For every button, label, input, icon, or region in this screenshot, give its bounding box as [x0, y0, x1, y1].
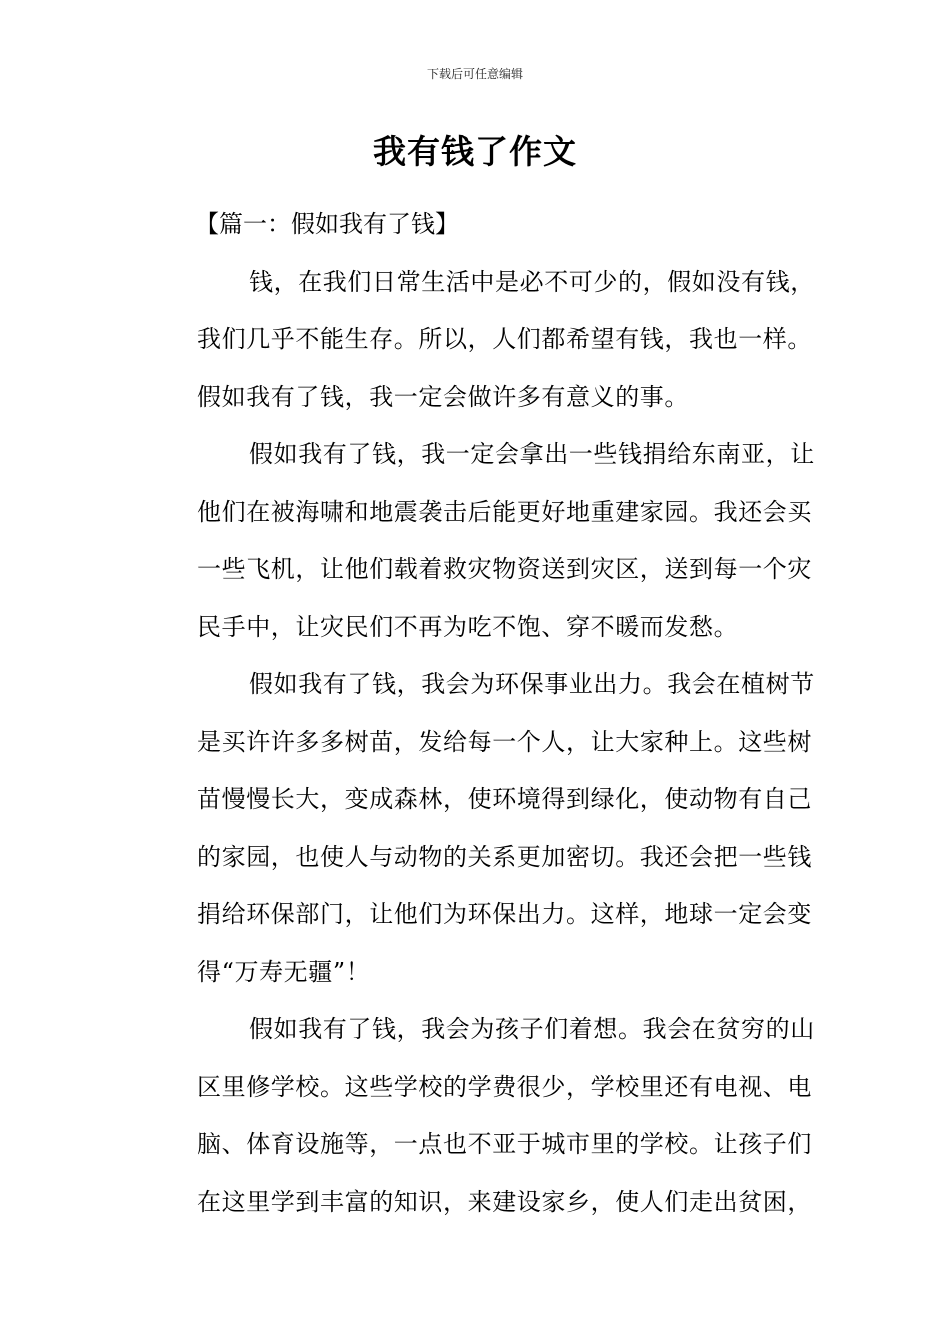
paragraph-line: 的家园，也使人与动物的关系更加密切。我还会把一些钱	[197, 842, 812, 871]
header-note: 下载后可任意编辑	[426, 67, 523, 81]
paragraph-line: 民手中，让灾民们不再为吃不饱、穿不暖而发愁。	[197, 612, 739, 641]
paragraph-line: 是买许许多多树苗，发给每一个人，让大家种上。这些树	[197, 727, 812, 756]
paragraph-line: 捐给环保部门，让他们为环保出力。这样，地球一定会变	[197, 900, 812, 928]
paragraph-line: 在这里学到丰富的知识，来建设家乡，使人们走出贫困，	[197, 1187, 812, 1216]
paragraph-line: 假如我有了钱，我会为孩子们着想。我会在贫穷的山	[249, 1015, 815, 1043]
paragraph-line: 一些飞机，让他们载着救灾物资送到灾区，送到每一个灾	[197, 555, 812, 583]
paragraph-2	[145, 426, 815, 656]
paragraph-1	[145, 254, 815, 427]
paragraph-line: 脑、体育设施等，一点也不亚于城市里的学校。让孩子们	[197, 1130, 812, 1158]
paragraph-line: 假如我有了钱，我一定会做许多有意义的事。	[197, 382, 689, 411]
paragraph-line: 得“万寿无疆”！	[197, 957, 371, 986]
paragraph-4	[145, 1001, 815, 1231]
document-title: 我有钱了作文	[373, 132, 577, 171]
paragraph-line: 假如我有了钱，我会为环保事业出力。我会在植树节	[249, 670, 815, 698]
paragraph-line: 区里修学校。这些学校的学费很少，学校里还有电视、电	[197, 1072, 812, 1101]
paragraph-line: 他们在被海啸和地震袭击后能更好地重建家园。我还会买	[197, 497, 812, 526]
paragraph-line: 我们几乎不能生存。所以，人们都希望有钱，我也一样。	[197, 325, 812, 353]
section-heading: 【篇一：假如我有了钱】	[195, 210, 459, 238]
document-body	[145, 196, 815, 1231]
paragraph-line: 假如我有了钱，我一定会拿出一些钱捐给东南亚，让	[249, 440, 815, 468]
paragraph-line: 钱，在我们日常生活中是必不可少的，假如没有钱，	[249, 267, 815, 296]
paragraph-line: 苗慢慢长大，变成森林，使环境得到绿化，使动物有自己	[197, 785, 812, 813]
paragraph-3	[145, 656, 815, 1001]
